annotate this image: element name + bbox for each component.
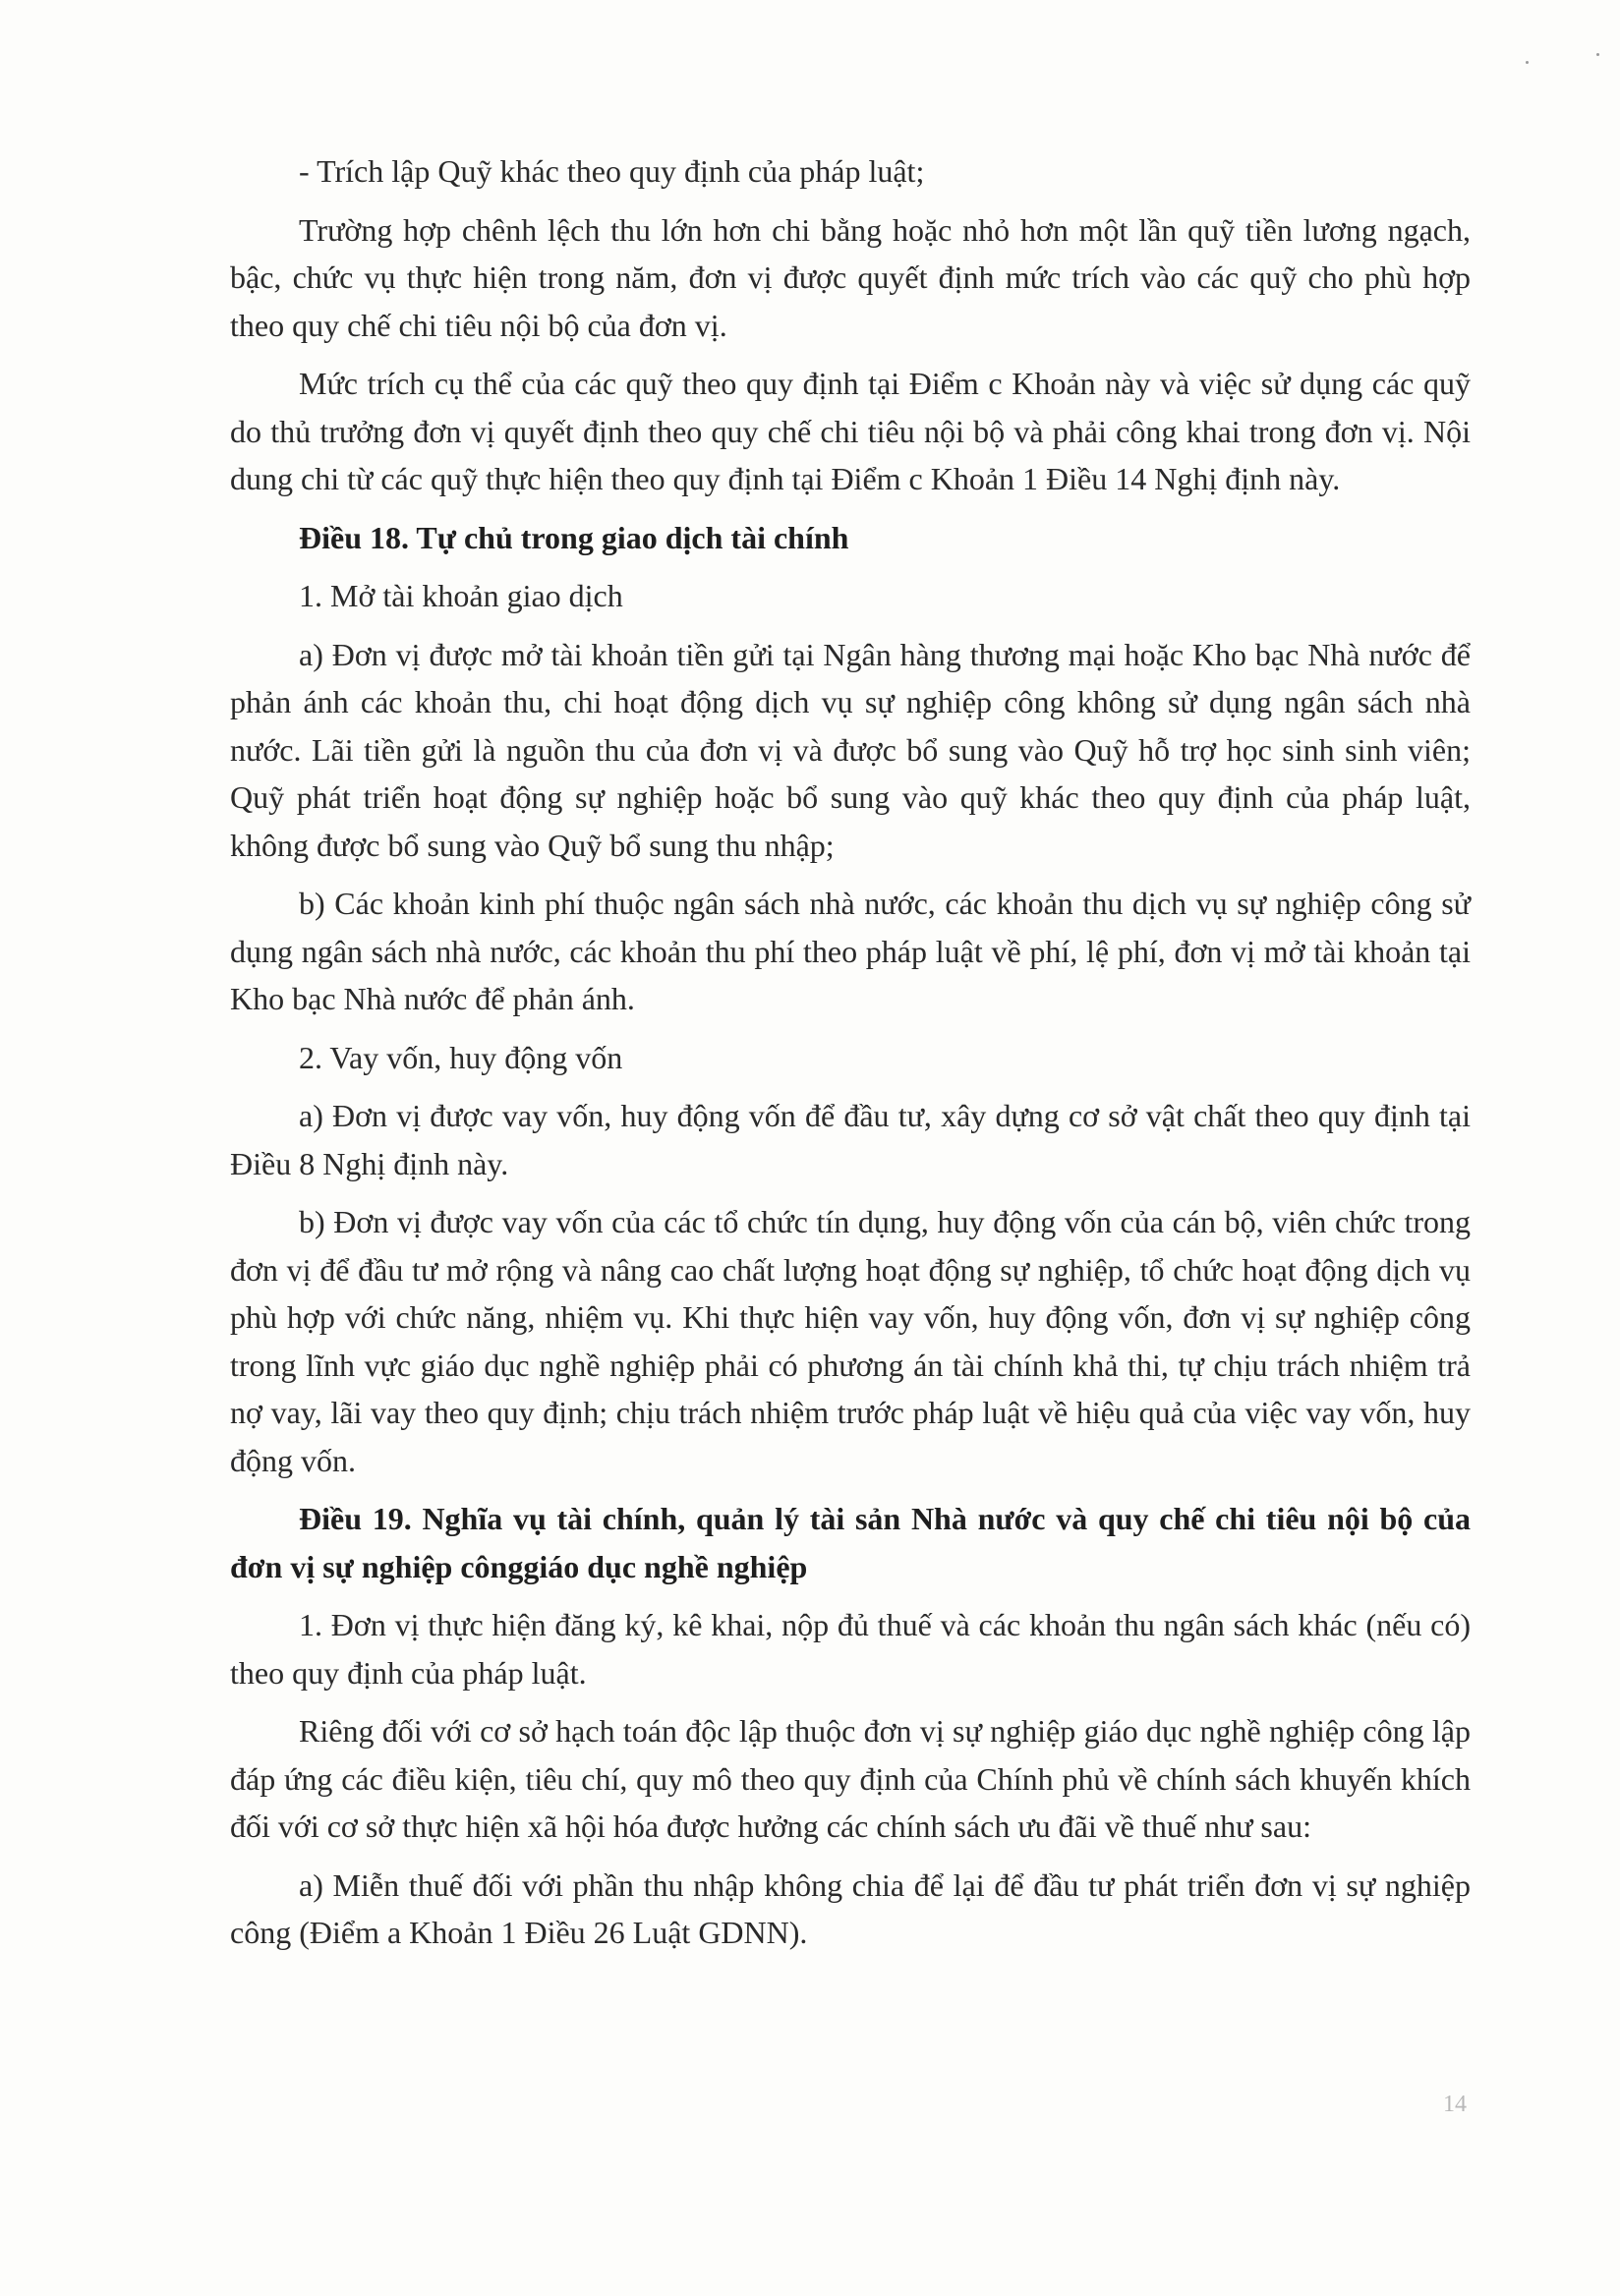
article-18-heading: Điều 18. Tự chủ trong giao dịch tài chính [299, 519, 849, 555]
point-a-tax-exemption: a) Miễn thuế đối với phần thu nhập không chia để lại để đầu tư phát triển đơn vị sự nghiệp công (Điểm a Khoản 1 Điều 26 Luật GDNN). [230, 1866, 1471, 1950]
point-a-deposit-account: a) Đơn vị được mở tài khoản tiền gửi tại Ngân hàng thương mại hoặc Kho bạc Nhà nước để phản ánh các khoản thu, chi hoạt động dịch vụ sự nghiệp công không sử dụng ngân sách nhà nước. Lãi tiền gửi là nguồn thu của đơn vị và được bổ sung vào Quỹ hỗ trợ học sinh sinh viên; Quỹ phát triển hoạt động sự nghiệp hoặc bổ sung vào quỹ khác theo quy định của pháp luật, không được bổ sung vào Quỹ bổ sung thu nhập; [230, 636, 1471, 863]
paragraph-fund-rate: Mức trích cụ thể của các quỹ theo quy định tại Điểm c Khoản này và việc sử dụng các quỹ do thủ trưởng đơn vị quyết định theo quy chế chi tiêu nội bộ và phải công khai trong đơn vị. Nội dung chi từ các quỹ thực hiện theo quy định tại Điểm c Khoản 1 Điều 14 Nghị định này. [230, 366, 1471, 496]
scan-speck [1596, 53, 1599, 56]
document-body [230, 147, 1471, 1968]
paragraph-fund-other: - Trích lập Quỹ khác theo quy định của pháp luật; [299, 153, 925, 189]
clause-tax-registration: 1. Đơn vị thực hiện đăng ký, kê khai, nộp đủ thuế và các khoản thu ngân sách khác (nếu có) theo quy định của pháp luật. [230, 1607, 1471, 1691]
paragraph-surplus-case: Trường hợp chênh lệch thu lớn hơn chi bằng hoặc nhỏ hơn một lần quỹ tiền lương ngạch, bậc, chức vụ thực hiện trong năm, đơn vị được quyết định mức trích vào các quỹ cho phù hợp theo quy chế chi tiêu nội bộ của đơn vị. [230, 211, 1471, 343]
clause-open-account: 1. Mở tài khoản giao dịch [299, 578, 623, 613]
paragraph-tax-incentives: Riêng đối với cơ sở hạch toán độc lập thuộc đơn vị sự nghiệp giáo dục nghề nghiệp công lập đáp ứng các điều kiện, tiêu chí, quy mô theo quy định của Chính phủ về chính sách khuyến khích đối với cơ sở thực hiện xã hội hóa được hưởng các chính sách ưu đãi về thuế như sau: [230, 1713, 1471, 1844]
page-number: 14 [1443, 2092, 1467, 2117]
point-a-borrowing: a) Đơn vị được vay vốn, huy động vốn để đầu tư, xây dựng cơ sở vật chất theo quy định tại Điều 8 Nghị định này. [230, 1098, 1471, 1181]
scan-speck [1526, 61, 1529, 64]
point-b-treasury-account: b) Các khoản kinh phí thuộc ngân sách nhà nước, các khoản thu dịch vụ sự nghiệp công sử dụng ngân sách nhà nước, các khoản thu phí theo pháp luật về phí, lệ phí, đơn vị mở tài khoản tại Kho bạc Nhà nước để phản ánh. [230, 886, 1471, 1016]
point-b-borrowing: b) Đơn vị được vay vốn của các tổ chức tín dụng, huy động vốn của cán bộ, viên chức trong đơn vị để đầu tư mở rộng và nâng cao chất lượng hoạt động sự nghiệp, tổ chức hoạt động dịch vụ phù hợp với chức năng, nhiệm vụ. Khi thực hiện vay vốn, huy động vốn, đơn vị sự nghiệp công trong lĩnh vực giáo dục nghề nghiệp phải có phương án tài chính khả thi, tự chịu trách nhiệm trả nợ vay, lãi vay theo quy định; chịu trách nhiệm trước pháp luật về hiệu quả của việc vay vốn, huy động vốn. [230, 1204, 1471, 1478]
article-19-heading: Điều 19. Nghĩa vụ tài chính, quản lý tài sản Nhà nước và quy chế chi tiêu nội bộ của đơn vị sự nghiệp cônggiáo dục nghề nghiệp [230, 1501, 1471, 1584]
clause-borrowing: 2. Vay vốn, huy động vốn [299, 1039, 623, 1075]
